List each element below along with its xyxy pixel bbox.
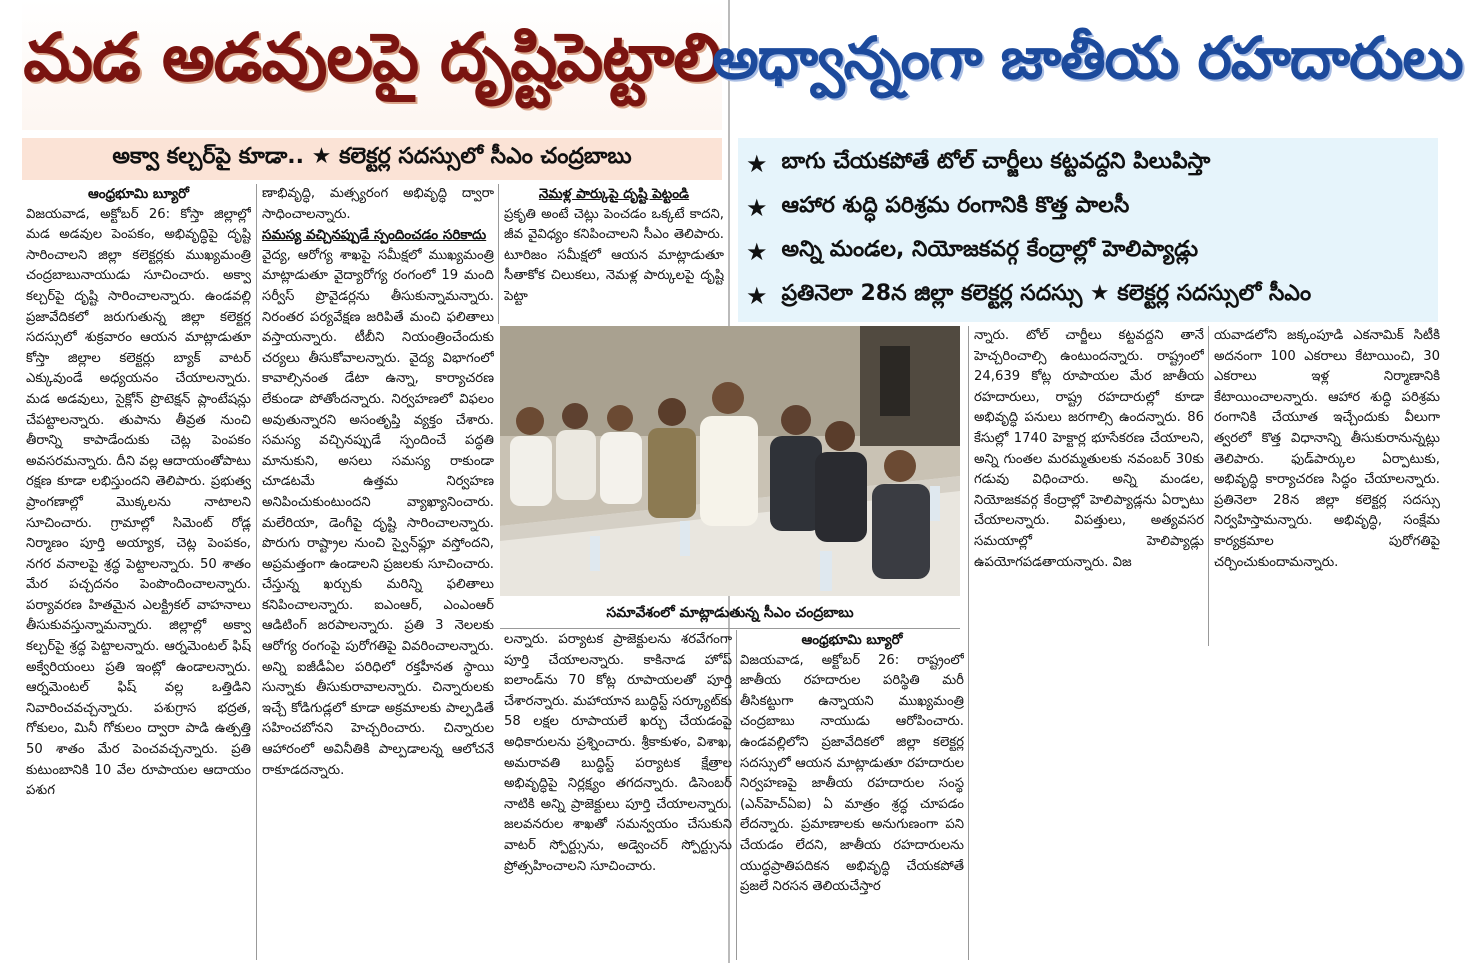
left-byline: ఆంధ్రభూమి బ్యూరో xyxy=(87,186,190,202)
right-col1-text: విజయవాడ, అక్టోబర్ 26: రాష్ట్రంలో జాతీయ రహదారుల పరిస్థితి మరీ తీసికట్టుగా ఉన్నాయని ముఖ్యమంత్రి చంద్రబాబు నాయుడు ఆరోపించారు. ఉండవల్లిలోని ప్రజావేదికలో జిల్లా కలెక్టర్ల సదస్సులో ఆయన మాట్లాడుతూ రహదారుల నిర్వహణపై జాతీయ రహదారుల సంస్థ (ఎన్‌హెచ్‌ఏఐ) ఏ మాత్రం శ్రద్ధ చూపడం లేదన్నారు. ప్రమాణాలకు అనుగుణంగా పని చేయడం లేదని, జాతీయ రహదారులను యుద్ధప్రాతిపదికన అభివృద్ధి చేయకపోతే ప్రజలే నిరసన తెలియచేస్తార xyxy=(740,652,964,895)
right-headline-text: అధ్వాన్నంగా జాతీయ రహదారులు xyxy=(712,23,1463,92)
column-rule xyxy=(498,184,499,324)
left-headline-text: మడ అడవులపై దృష్టిపెట్టాలి xyxy=(23,18,721,96)
left-story-col3-bottom xyxy=(504,630,732,960)
bullet-item: ★ ప్రతినెలా 28న జిల్లా కలెక్టర్ల సదస్సు ★ కలెక్టర్ల సదస్సులో సీఎం xyxy=(746,281,1312,310)
left-story-col2 xyxy=(262,184,494,960)
meeting-photo-image xyxy=(500,326,960,596)
left-col3-top-text: ప్రకృతి అంటే చెట్లు పెంచడం ఒక్కటే కాదని, జీవ వైవిధ్యం కనిపించాలని సీఎం తెలిపారు. టూరిజం సమీక్షలో ఆయన మాట్లాడుతూ సీతాకోక చిలుకలు, నెమళ్ల పార్కులపై దృష్టి పెట్టా xyxy=(504,206,724,304)
bullet-item: ★ అన్ని మండల, నియోజకవర్గ కేంద్రాల్లో హెలిప్యాడ్లు xyxy=(746,237,1199,266)
star-icon: ★ xyxy=(746,282,768,310)
meeting-photo xyxy=(500,326,960,596)
column-rule xyxy=(256,184,257,960)
left-story-col3-top xyxy=(504,184,724,324)
left-deck: అక్వా కల్చర్‌పై కూడా.. ★ కలెక్టర్ల సదస్సులో సీఎం చంద్రబాబు xyxy=(22,138,722,180)
star-icon: ★ xyxy=(746,238,768,266)
column-rule xyxy=(1208,326,1209,646)
right-story-col3 xyxy=(1214,326,1440,646)
caption-rule xyxy=(500,628,960,629)
left-col2-text: వైద్య, ఆరోగ్య శాఖపై సమీక్షలో ముఖ్యమంత్రి మాట్లాడుతూ వైద్యారోగ్య రంగంలో 19 మంది సర్వీస్ ప్రొవైడర్లను తీసుకున్నామన్నారు. నిరంతర పర్యవేక్షణ జరిపితే మంచి ఫలితాలు వస్తాయన్నారు. టీబీని నియంత్రించేందుకు చర్యలు తీసుకోవాలన్నారు. వైద్య విభాగంలో కావాల్సినంత డేటా ఉన్నా, కార్యాచరణ లేకుండా పోతోందన్నారు. నిర్వహణలో విఫలం అవుతున్నారని అసంతృప్తి వ్యక్తం చేశారు. సమస్య వచ్చినప్పుడే స్పందించే పద్ధతి మానుకుని, అసలు సమస్య రాకుండా చూడటమే ఉత్తమ నిర్వహణ అనిపించుకుంటుందని వ్యాఖ్యానించారు. మలేరియా, డెంగీపై దృష్టి సారించాలన్నారు. పొరుగు రాష్ట్రాల నుంచి స్వైన్‌ఫ్లూ వస్తోందని, అప్రమత్తంగా ఉండాలని ప్రజలకు సూచించారు. చేస్తున్న ఖర్చుకు మరిన్ని ఫలితాలు కనిపించాలన్నారు. ఐఎంఆర్, ఎంఎంఆర్ ఆడిటింగ్ జరపాలన్నారు. ప్రతి 3 నెలలకు ఆరోగ్య రంగంపై పురోగతిపై వివరించాలన్నారు. అన్ని ఐజీడీఏల పరిధిలో రక్తహీనత స్థాయి సున్నాకు తీసుకురావాలన్నారు. చిన్నారులకు ఇచ్చే కోడిగుడ్లలో కూడా అక్రమాలకు పాల్పడితే సహించబోనని హెచ్చరించారు. చిన్నారుల ఆహారంలో అవినీతికి పాల్పడాలన్న ఆలోచనే రాకూడదన్నారు. xyxy=(262,247,494,778)
star-icon: ★ xyxy=(746,150,768,178)
right-byline: ఆంధ్రభూమి బ్యూరో xyxy=(801,632,903,648)
star-icon: ★ xyxy=(746,194,768,222)
left-col3-bottom-text: లన్నారు. పర్యాటక ప్రాజెక్టులను శరవేగంగా పూర్తి చేయాలన్నారు. కాకినాడ హోప్ ఐలాండ్‌ను 70 కోట్ల రూపాయలతో పూర్తి చేశారన్నారు. మహాయాన బుద్ధిస్ట్ సర్క్యూట్‌కు 58 లక్షల రూపాయలే ఖర్చు చేయడంపై అధికారులను ప్రశ్నించారు. శ్రీకాకుళం, విశాఖ, అమరావతి బుద్ధిస్ట్ పర్యాటక క్షేత్రాల అభివృద్ధిపై నిర్లక్ష్యం తగదన్నారు. డిసెంబర్ నాటికి అన్ని ప్రాజెక్టులు పూర్తి చేయాలన్నారు. జలవనరుల శాఖతో సమన్వయం చేసుకుని వాటర్ స్పోర్ట్సును, అడ్వెంచర్ స్పోర్ట్సును ప్రోత్సహించాలని సూచించారు. xyxy=(504,632,732,874)
left-headline xyxy=(22,0,722,130)
right-bullets xyxy=(738,138,1438,322)
left-col1-text: విజయవాడ, అక్టోబర్ 26: కోస్తా జిల్లాల్లో మడ అడవుల పెంపకం, అభివృద్ధిపై దృష్టి సారించాలని జిల్లా కలెక్టర్లకు ముఖ్యమంత్రి చంద్రబాబునాయుడు సూచించారు. అక్వా కల్చర్‌పై దృష్టి సారించాలన్నారు. ఉండవల్లి ప్రజావేదికలో జరుగుతున్న జిల్లా కలెక్టర్ల సదస్సులో శుక్రవారం ఆయన మాట్లాడుతూ కోస్తా జిల్లాల కలెక్టర్లు బ్యాక్ వాటర్ ఎక్కువుండే అధ్యయనం చేయాలన్నారు. మడ అడవులు, సైక్లోన్ ప్రొటెక్షన్ ప్లాంటేషన్లు చేపట్టాలన్నారు. తుపాను తీవ్రత నుంచి తీరాన్ని కాపాడేందుకు చెట్ల పెంపకం అవసరమన్నారు. దీని వల్ల ఆదాయంతోపాటు రక్షణ కూడా లభిస్తుందని తెలిపారు. ప్రభుత్వ ప్రాంగణాల్లో మొక్కలను నాటాలని సూచించారు. గ్రామాల్లో సిమెంట్ రోడ్ల నిర్మాణం పూర్తి అయ్యాక, చెట్ల పెంపకం, నగర వనాలపై శ్రద్ధ పెట్టాలన్నారు. 50 శాతం మేర పచ్చదనం పెంపొందించాలన్నారు. పర్యావరణ హితమైన ఎలక్ట్రికల్ వాహనాలు తీసుకువస్తున్నామన్నారు. జిల్లాల్లో అక్వా కల్చర్‌పై శ్రద్ధ పెట్టాలన్నారు. ఆర్నమెంటల్ ఫిష్ అక్వేరియంలు ప్రతి ఇంట్లో ఉండాలన్నారు. ఆర్నమెంటల్ ఫిష్ వల్ల ఒత్తిడిని నివారించవచ్చన్నారు. పశుగ్రాస భద్రత, గోకులం, మినీ గోకులం ద్వారా పాడి ఉత్పత్తి 50 శాతం మేర పెంచవచ్చన్నారు. ప్రతి కుటుంబానికి 10 వేల రూపాయల ఆదాయం పశుగ xyxy=(26,206,251,799)
bullet-item: ★ బాగు చేయకపోతే టోల్ చార్జీలు కట్టవద్దని పిలుపిస్తా xyxy=(746,149,1211,178)
left-story-col1 xyxy=(26,184,251,960)
right-story-col2 xyxy=(974,326,1204,646)
right-story-col1 xyxy=(740,630,964,960)
left-col3-subhead: నెమళ్ల పార్కుపై దృష్టి పెట్టండి xyxy=(538,186,690,202)
right-col2-text: న్నారు. టోల్ చార్జీలు కట్టవద్దని తానే హెచ్చరించాల్సి ఉంటుందన్నారు. రాష్ట్రంలో 24,639 కోట్ల రూపాయల మేర జాతీయ రహదారులు, రాష్ట్ర రహదారుల్లో కూడా అభివృద్ధి పనులు జరగాల్సి ఉందన్నారు. 86 కేసుల్లో 1740 హెక్టార్ల భూసేకరణ చేయాలని, అన్ని గుంతల మరమ్మతులకు నవంబర్ 30కు గడువు విధించారు. అన్ని మండల, నియోజకవర్గ కేంద్రాల్లో హెలిప్యాడ్లను ఏర్పాటు చేయాలన్నారు. విపత్తులు, అత్యవసర సమయాల్లో హెలిప్యాడ్లు ఉపయోగపడతాయన్నారు. విజ xyxy=(974,328,1204,570)
right-col3-text: యవాడలోని జక్కంపూడి ఎకనామిక్ సిటీకి అదనంగా 100 ఎకరాలు కేటాయించి, 30 ఎకరాలు ఇళ్ల నిర్మాణానికి కేటాయించాలన్నారు. ఆహార శుద్ధి పరిశ్రమ రంగానికి చేయూత ఇచ్చేందుకు వీలుగా త్వరలో కొత్త విధానాన్ని తీసుకురానున్నట్లు తెలిపారు. ఫుడ్‌పార్కుల ఏర్పాటుకు, అభివృద్ధి కార్యాచరణ సిద్ధం చేయాలన్నారు. ప్రతినెలా 28న జిల్లా కలెక్టర్ల సదస్సు నిర్వహిస్తామన్నారు. అభివృద్ధి, సంక్షేమ కార్యక్రమాల పురోగతిపై చర్చించుకుందామన్నారు. xyxy=(1214,328,1440,570)
right-headline xyxy=(712,0,1463,130)
left-col2-top: ణాభివృద్ధి, మత్స్యరంగ అభివృద్ధి ద్వారా సాధించాలన్నారు. xyxy=(262,186,494,222)
photo-caption: సమావేశంలో మాట్లాడుతున్న సీఎం చంద్రబాబు xyxy=(606,604,854,621)
column-rule xyxy=(968,326,969,960)
bullet-item: ★ ఆహార శుద్ధి పరిశ్రమ రంగానికి కొత్త పాలసీ xyxy=(746,193,1130,222)
left-col2-subhead: సమస్య వచ్చినప్పుడే స్పందించడం సరికాదు xyxy=(262,227,487,244)
column-rule xyxy=(736,630,737,960)
